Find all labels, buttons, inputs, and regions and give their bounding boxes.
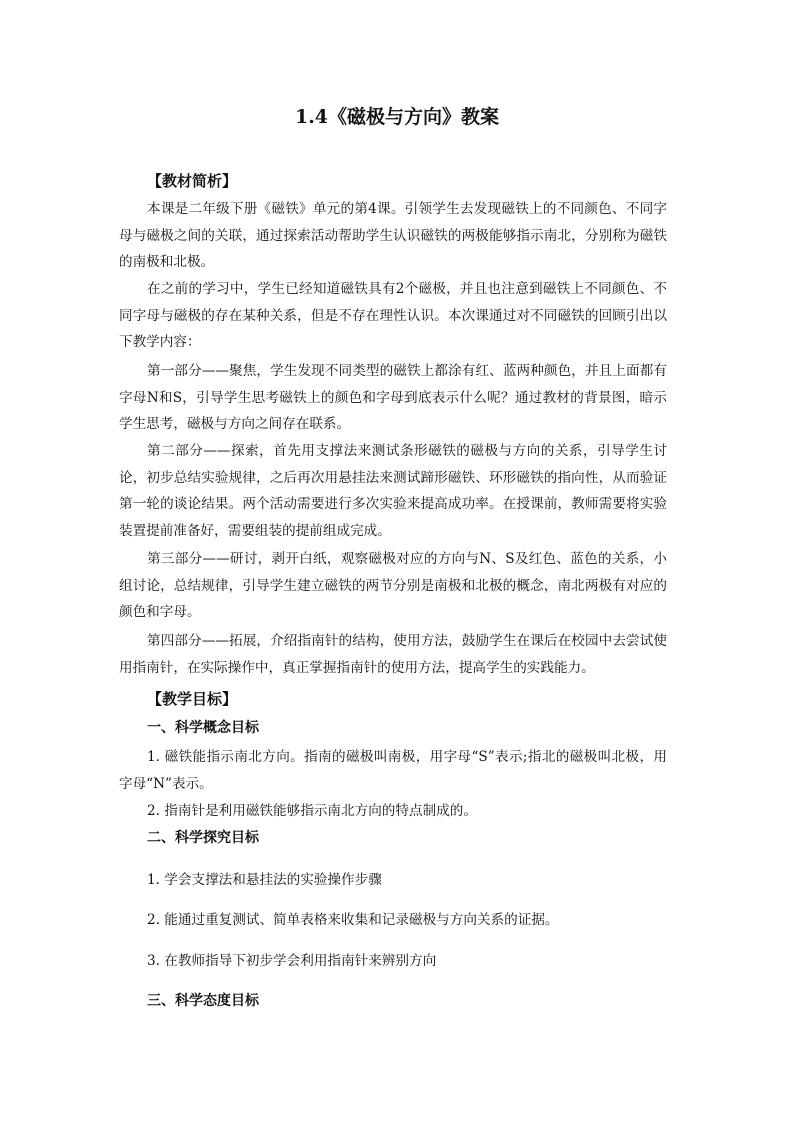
subheading-attitude-goals: 三、科学态度目标 — [147, 993, 259, 1009]
subheading-concept-goals: 一、科学概念目标 — [147, 720, 259, 736]
concept-goal-item-1: 1. 磁铁能指示南北方向。指南的磁极叫南极，用字母“S”表示;指北的磁极叫北极，用字母“N”表示。 — [119, 749, 667, 792]
paragraph-prior-knowledge: 在之前的学习中，学生已经知道磁铁具有2个磁极，并且也注意到磁铁上不同颜色、不同字母与磁极的存在某种关系，但是不存在理性认识。本次课通过对不同磁铁的回顾引出以下教学内容： — [119, 281, 667, 350]
paragraph-part-four: 第四部分——拓展，介绍指南针的结构，使用方法，鼓励学生在课后在校园中去尝试使用指南针，在实际操作中，真正掌握指南针的使用方法，提高学生的实践能力。 — [119, 633, 667, 676]
paragraph-intro: 本课是二年级下册《磁铁》单元的第4课。引领学生去发现磁铁上的不同颜色、不同字母与磁极之间的关联，通过探索活动帮助学生认识磁铁的两极能够指示南北，分别称为磁铁的南极和北极。 — [119, 201, 667, 270]
concept-goal-item-2: 2. 指南针是利用磁铁能够指示南北方向的特点制成的。 — [147, 803, 477, 819]
paragraph-part-two: 第二部分——探索，首先用支撑法来测试条形磁铁的磁极与方向的关系，引导学生讨论，初步总结实验规律，之后再次用悬挂法来测试蹄形磁铁、环形磁铁的指向性，从而验证第一轮的谈论结果。两个活动需要进行多次实验来提高成功率。在授课前，教师需要将实验装置提前准备好，需要组装的提前组成完成。 — [119, 443, 667, 539]
subheading-inquiry-goals: 二、科学探究目标 — [147, 830, 259, 846]
page-title: 1.4《磁极与方向》教案 — [294, 106, 500, 128]
paragraph-part-one: 第一部分——聚焦，学生发现不同类型的磁铁上都涂有红、蓝两种颜色，并且上面都有字母N和S，引导学生思考磁铁上的颜色和字母到底表示什么呢？通过教材的背景图，暗示学生思考，磁极与方向之间存在联系。 — [119, 363, 667, 432]
section-heading-analysis: 【教材简析】 — [147, 172, 238, 190]
inquiry-goal-item-1: 1. 学会支撑法和悬挂法的实验操作步骤 — [147, 872, 382, 888]
inquiry-goal-item-3: 3. 在教师指导下初步学会利用指南针来辨别方向 — [147, 953, 437, 969]
paragraph-part-three: 第三部分——研讨，剥开白纸，观察磁极对应的方向与N、S及红色、蓝色的关系，小组讨论，总结规律，引导学生建立磁铁的两节分别是南极和北极的概念，南北两极有对应的颜色和字母。 — [119, 551, 667, 620]
inquiry-goal-item-2: 2. 能通过重复测试、简单表格来收集和记录磁极与方向关系的证据。 — [147, 912, 559, 928]
section-heading-goals: 【教学目标】 — [147, 690, 238, 708]
